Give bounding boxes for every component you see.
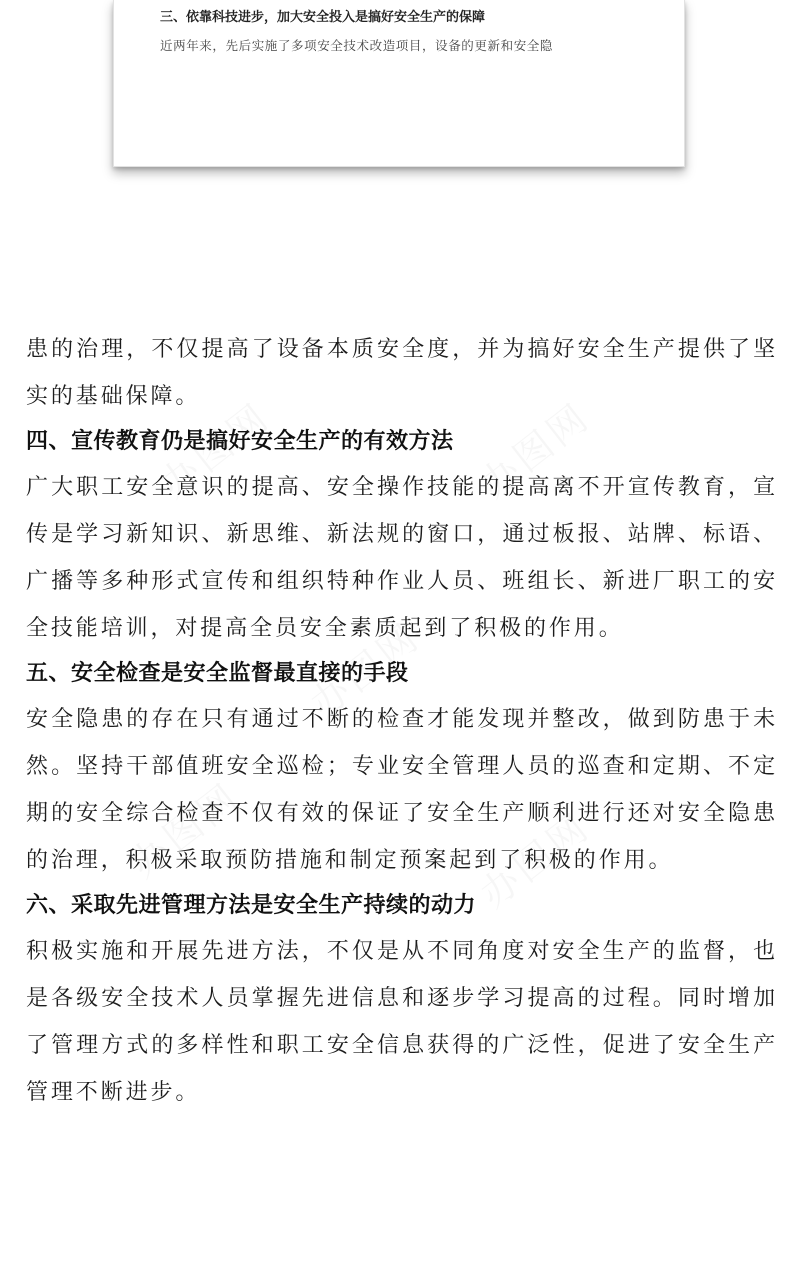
document-body bbox=[26, 326, 778, 1116]
section-heading: 五、安全检查是安全监督最直接的手段 bbox=[26, 661, 409, 686]
section-paragraph: 广大职工安全意识的提高、安全操作技能的提高离不开宣传教育，宣传是学习新知识、新思维、新法规的窗口，通过板报、站牌、标语、广播等多种形式宣传和组织特种作业人员、班组长、新进厂职工的安全技能培训，对提高全员安全素质起到了积极的作用。 bbox=[26, 475, 778, 641]
section-paragraph: 积极实施和开展先进方法，不仅是从不同角度对安全生产的监督，也是各级安全技术人员掌握先进信息和逐步学习提高的过程。同时增加了管理方式的多样性和职工安全信息获得的广泛性，促进了安全生产管理不断进步。 bbox=[26, 939, 778, 1105]
preview-card-text: 近两年来，先后实施了多项安全技术改造项目，设备的更新和安全隐 bbox=[160, 38, 554, 53]
preview-card-heading: 三、依靠科技进步，加大安全投入是搞好安全生产的保障 bbox=[160, 10, 486, 25]
section-paragraph: 患的治理，不仅提高了设备本质安全度，并为搞好安全生产提供了坚实的基础保障。 bbox=[26, 337, 778, 409]
section-heading: 四、宣传教育仍是搞好安全生产的有效方法 bbox=[26, 429, 454, 454]
section-heading: 六、采取先进管理方法是安全生产持续的动力 bbox=[26, 893, 477, 918]
section-paragraph: 安全隐患的存在只有通过不断的检查才能发现并整改，做到防患于未然。坚持干部值班安全巡检；专业安全管理人员的巡查和定期、不定期的安全综合检查不仅有效的保证了安全生产顺利进行还对安全隐患的治理，积极采取预防措施和制定预案起到了积极的作用。 bbox=[26, 707, 778, 873]
preview-card bbox=[113, 0, 685, 167]
